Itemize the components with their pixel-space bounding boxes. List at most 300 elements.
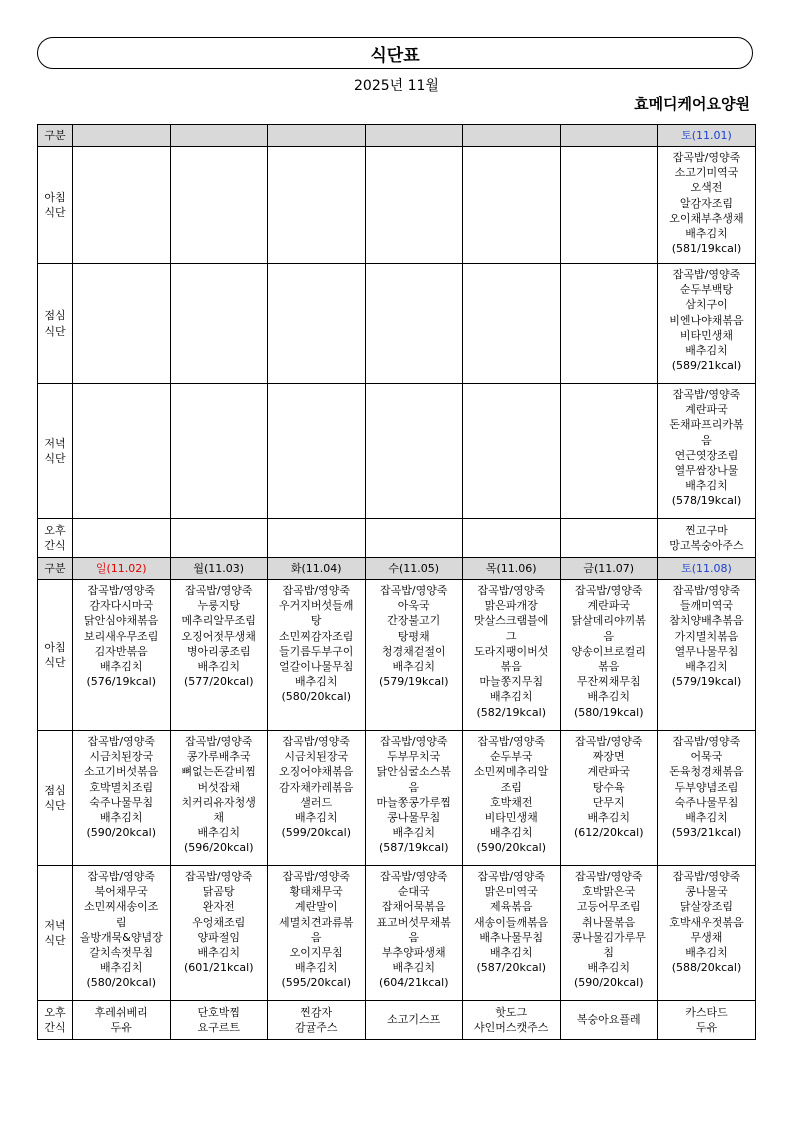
menu-item: 닭안심굴소스볶 xyxy=(376,765,451,779)
menu-item: 완자전 xyxy=(202,900,235,914)
snack-cell-tue xyxy=(268,1001,366,1040)
lunch-label xyxy=(38,731,73,866)
menu-item: 배추김치 xyxy=(587,961,630,975)
menu-item: 식단 xyxy=(44,324,66,338)
menu-item: 식단 xyxy=(44,206,66,219)
lunch-cell-wed xyxy=(365,264,463,384)
menu-item: 잡곡밥/영양죽 xyxy=(575,584,643,597)
menu-item: 잡곡밥/영양죽 xyxy=(87,584,155,597)
menu-item: 아욱국 xyxy=(397,599,430,613)
menu-item: (590/20kcal) xyxy=(574,976,644,990)
menu-item: 배추김치 xyxy=(392,961,435,975)
snack-cell-mon xyxy=(170,519,268,558)
menu-item: 오이지무침 xyxy=(289,946,343,960)
menu-item: 올방개묵&양념장 xyxy=(79,930,163,944)
day-header-sat: 토(11.01) xyxy=(658,125,756,147)
menu-item: 두유 xyxy=(695,1021,718,1034)
menu-item: (596/20kcal) xyxy=(184,841,254,855)
menu-item: 배추김치 xyxy=(294,961,338,975)
breakfast-cell-wed xyxy=(365,580,463,731)
menu-item: 음 xyxy=(603,629,615,643)
menu-item: 시금치된장국 xyxy=(89,750,154,764)
day-header-tue xyxy=(268,125,366,147)
menu-item: (580/20kcal) xyxy=(281,690,351,704)
menu-title: 식단표 xyxy=(37,37,753,69)
day-header-thu: 목(11.06) xyxy=(463,558,561,580)
menu-item: 잡곡밥/영양죽 xyxy=(185,870,253,883)
menu-item: 닭살데리야끼볶 xyxy=(571,614,646,628)
menu-item: 오징어젓무생채 xyxy=(181,629,256,643)
menu-item: 잡곡밥/영양죽 xyxy=(672,735,741,748)
menu-item: 잡곡밥/영양죽 xyxy=(575,735,643,748)
menu-item: 양송이브로컬리 xyxy=(571,644,646,658)
menu-item: 잡곡밥/영양죽 xyxy=(672,268,741,281)
menu-item: 계란파국 xyxy=(587,765,630,779)
menu-item: 호박멸치조림 xyxy=(89,780,154,794)
dinner-label xyxy=(38,384,73,519)
menu-item: 점심 xyxy=(44,783,66,797)
menu-item: 배추김치 xyxy=(685,946,728,960)
snack-cell-wed xyxy=(365,1001,463,1040)
menu-item: 그 xyxy=(505,629,517,643)
menu-item: 들깨미역국 xyxy=(679,599,734,613)
day-header-wed xyxy=(365,125,463,147)
menu-item: 저녁 xyxy=(44,918,66,932)
day-header-mon: 월(11.03) xyxy=(170,558,268,580)
menu-item: 뼈없는돈갈비찜 xyxy=(181,765,256,779)
dinner-cell-sat xyxy=(658,384,756,519)
menu-item: 돈육청경채볶음 xyxy=(669,765,744,779)
menu-item: 우거지버섯들깨 xyxy=(279,599,354,613)
lunch-row xyxy=(38,264,756,384)
menu-item: (590/20kcal) xyxy=(86,826,156,840)
menu-item: 보리새우무조림 xyxy=(84,629,159,643)
menu-item: 소민찌메추리알 xyxy=(474,765,549,779)
menu-item: (590/20kcal) xyxy=(476,841,546,855)
menu-item: 잡곡밥/영양죽 xyxy=(185,584,253,597)
menu-item: (580/19kcal) xyxy=(574,705,644,719)
menu-item: 갈치속젓무침 xyxy=(89,946,154,960)
menu-item: 콩나물무침 xyxy=(387,811,441,825)
menu-item: 점심 xyxy=(44,309,66,323)
dinner-cell-thu xyxy=(463,384,561,519)
menu-item: 음 xyxy=(408,780,420,794)
menu-item: 잡곡밥/영양죽 xyxy=(477,870,545,883)
menu-item: 버섯잡채 xyxy=(197,780,240,794)
menu-item: 삼치구이 xyxy=(685,298,728,312)
dinner-cell-thu xyxy=(463,866,561,1001)
dinner-cell-wed xyxy=(365,866,463,1001)
menu-item: 두부무치국 xyxy=(387,750,441,764)
menu-item: (588/20kcal) xyxy=(671,961,742,975)
menu-item: 열무나물무침 xyxy=(674,644,739,658)
lunch-cell-fri xyxy=(560,731,658,866)
dinner-row xyxy=(38,384,756,519)
menu-item: 음 xyxy=(408,930,420,944)
menu-item: 감자채카레볶음 xyxy=(279,780,354,794)
menu-item: 닭곰탕 xyxy=(202,885,235,899)
menu-item: 소고기미역국 xyxy=(674,166,739,180)
lunch-cell-sat xyxy=(658,264,756,384)
menu-item: 핫도그 xyxy=(495,1005,528,1019)
meal-plan-table xyxy=(37,124,756,1040)
menu-item: 감자다시마국 xyxy=(89,599,154,613)
menu-item: 조림 xyxy=(500,780,522,794)
menu-item: 볶음 xyxy=(500,660,522,674)
menu-item: 배추김치 xyxy=(587,811,630,825)
menu-item: 계란파국 xyxy=(685,403,728,417)
lunch-cell-sat xyxy=(658,731,756,866)
lunch-cell-sun xyxy=(73,731,171,866)
menu-item: 양파절임 xyxy=(197,930,240,944)
menu-item: 짜장면 xyxy=(592,750,625,764)
menu-item: 배추김치 xyxy=(685,227,728,241)
menu-item: 배추김치 xyxy=(99,961,143,975)
breakfast-cell-fri xyxy=(560,147,658,264)
menu-item: 잡곡밥/영양죽 xyxy=(575,870,643,883)
snack-cell-tue xyxy=(268,519,366,558)
menu-item: 배추김치 xyxy=(685,344,728,358)
dinner-cell-fri xyxy=(560,866,658,1001)
menu-item: 세멸치견과류볶 xyxy=(279,915,354,929)
dinner-cell-sat xyxy=(658,866,756,1001)
menu-item: 단무지 xyxy=(592,795,625,809)
menu-item: 김자반볶음 xyxy=(94,644,148,658)
menu-item: (593/21kcal) xyxy=(671,826,742,840)
menu-item: (577/20kcal) xyxy=(184,675,254,689)
dinner-cell-tue xyxy=(268,384,366,519)
menu-item: 침 xyxy=(603,946,615,960)
menu-item: 탕 xyxy=(310,614,322,628)
menu-item: 계란말이 xyxy=(294,900,338,914)
menu-item: 표고버섯무채볶 xyxy=(376,915,451,929)
menu-item: 잡곡밥/영양죽 xyxy=(477,584,545,597)
breakfast-cell-tue xyxy=(268,580,366,731)
menu-item: 배추김치 xyxy=(489,826,533,840)
menu-item: 닭안심야채볶음 xyxy=(84,614,159,628)
snack-cell-fri xyxy=(560,519,658,558)
dinner-cell-wed xyxy=(365,384,463,519)
menu-item: 소고기스프 xyxy=(387,1013,441,1027)
menu-item: 잡곡밥/영양죽 xyxy=(282,870,350,883)
dinner-cell-fri xyxy=(560,384,658,519)
menu-item: (578/19kcal) xyxy=(671,494,742,508)
menu-item: 샤인머스캣주스 xyxy=(474,1021,549,1034)
menu-item: 맛살스크램블에 xyxy=(474,614,549,628)
dinner-cell-tue xyxy=(268,866,366,1001)
menu-item: 순두부백탕 xyxy=(679,283,734,297)
menu-item: 림 xyxy=(115,915,127,929)
dinner-row xyxy=(38,866,756,1001)
menu-item: (582/19kcal) xyxy=(476,705,546,719)
menu-item: (587/20kcal) xyxy=(476,961,546,975)
lunch-cell-mon xyxy=(170,731,268,866)
breakfast-row xyxy=(38,147,756,264)
menu-item: 콩나물국 xyxy=(685,885,728,899)
menu-item: 마늘쫑지무침 xyxy=(479,675,544,689)
menu-item: 닭살장조림 xyxy=(679,900,734,914)
menu-item: 음 xyxy=(310,930,322,944)
menu-item: 순두부국 xyxy=(489,750,533,764)
menu-item: (612/20kcal) xyxy=(574,826,644,840)
menu-item: 잡곡밥/영양죽 xyxy=(282,735,350,748)
menu-item: (589/21kcal) xyxy=(671,359,742,373)
breakfast-cell-mon xyxy=(170,580,268,731)
menu-item: 후레쉬베리 xyxy=(94,1005,148,1019)
menu-item: 배추나물무침 xyxy=(479,930,544,944)
menu-item: (587/19kcal) xyxy=(379,841,449,855)
menu-item: 망고복숭아주스 xyxy=(669,539,744,552)
menu-item: 식단 xyxy=(44,452,66,465)
menu-item: 배추김치 xyxy=(587,690,630,704)
snack-row xyxy=(38,519,756,558)
lunch-cell-thu xyxy=(463,731,561,866)
menu-item: 메추리알무조림 xyxy=(181,614,256,628)
menu-item: 맑은미역국 xyxy=(484,885,538,899)
menu-item: 도라지팽이버섯 xyxy=(474,644,549,658)
menu-item: 아침 xyxy=(44,190,66,204)
menu-item: 샐러드 xyxy=(300,795,333,809)
day-header-sun xyxy=(73,125,171,147)
lunch-cell-thu xyxy=(463,264,561,384)
snack-cell-sun xyxy=(73,1001,171,1040)
menu-month: 2025년 11월 xyxy=(354,78,439,94)
menu-item: 오색전 xyxy=(690,181,723,195)
breakfast-cell-thu xyxy=(463,580,561,731)
menu-item: 시금치된장국 xyxy=(284,750,349,764)
snack-cell-mon xyxy=(170,1001,268,1040)
menu-item: 잡곡밥/영양죽 xyxy=(477,735,545,748)
menu-item: 알감자조림 xyxy=(679,196,734,210)
snack-cell-sat xyxy=(658,519,756,558)
menu-item: 콩가루배추국 xyxy=(186,750,251,764)
menu-item: 콩나물김가루무 xyxy=(571,930,646,944)
menu-item: 비타민생채 xyxy=(484,811,538,825)
menu-item: 잡곡밥/영양죽 xyxy=(672,151,741,164)
menu-item: 탕수육 xyxy=(592,780,625,794)
menu-item: 배추김치 xyxy=(99,811,143,825)
menu-item: 황태채무국 xyxy=(289,885,343,899)
menu-item: 소고기버섯볶음 xyxy=(84,765,159,779)
dinner-cell-sun xyxy=(73,866,171,1001)
menu-item: 무잔찌채무침 xyxy=(576,675,641,689)
lunch-cell-fri xyxy=(560,264,658,384)
breakfast-cell-sat xyxy=(658,147,756,264)
gubun-label: 구분 xyxy=(38,558,73,580)
menu-item: 배추김치 xyxy=(197,946,240,960)
menu-item: 들기름두부구이 xyxy=(279,644,354,658)
menu-item: 새송이들깨볶음 xyxy=(474,915,549,929)
menu-item: (579/19kcal) xyxy=(671,675,742,689)
menu-item: 잡곡밥/영양죽 xyxy=(380,584,448,597)
menu-item: 취나물볶음 xyxy=(582,915,636,929)
menu-item: 배추김치 xyxy=(99,660,143,674)
menu-item: 배추김치 xyxy=(685,479,728,493)
menu-item: 우엉채조림 xyxy=(192,915,246,929)
menu-item: 간식 xyxy=(44,1021,66,1034)
dinner-cell-sun xyxy=(73,384,171,519)
menu-item: 북어채무국 xyxy=(94,885,148,899)
snack-label xyxy=(38,519,73,558)
day-header-row xyxy=(38,125,756,147)
breakfast-cell-tue xyxy=(268,147,366,264)
menu-item: 숙주나물무침 xyxy=(674,795,739,809)
menu-item: 얼갈이나물무침 xyxy=(279,660,354,674)
breakfast-cell-sat xyxy=(658,580,756,731)
menu-item: 오징어야채볶음 xyxy=(279,765,354,779)
menu-item: 비엔나야채볶음 xyxy=(669,313,744,327)
menu-item: 마늘쫑콩가루찜 xyxy=(376,795,451,809)
menu-item: 청경채겉절이 xyxy=(381,644,446,658)
menu-item: 간식 xyxy=(44,539,66,552)
menu-item: 아침 xyxy=(44,640,66,654)
menu-item: 호박새우젓볶음 xyxy=(669,915,744,929)
menu-item: 잡곡밥/영양죽 xyxy=(380,870,448,883)
snack-cell-sun xyxy=(73,519,171,558)
lunch-cell-wed xyxy=(365,731,463,866)
menu-item: 잡곡밥/영양죽 xyxy=(282,584,350,597)
day-header-mon xyxy=(170,125,268,147)
menu-item: 찐감자 xyxy=(300,1005,333,1019)
organization-name: 효메디케어요양원 xyxy=(634,95,750,113)
menu-item: 저녁 xyxy=(44,436,66,450)
menu-item: 배추김치 xyxy=(685,811,728,825)
menu-item: 채 xyxy=(213,811,225,825)
menu-item: 가지멸치볶음 xyxy=(674,629,739,643)
menu-item: 식단 xyxy=(44,799,66,812)
menu-item: 제육볶음 xyxy=(489,900,533,914)
menu-item: 단호박찜 xyxy=(197,1005,240,1019)
menu-item: 배추김치 xyxy=(685,660,728,674)
menu-item: 오후 xyxy=(44,1005,66,1019)
menu-item: 비타민생채 xyxy=(679,328,734,342)
day-header-fri: 금(11.07) xyxy=(560,558,658,580)
menu-item: 카스타드 xyxy=(685,1005,728,1019)
menu-item: 잡곡밥/영양죽 xyxy=(87,735,155,748)
breakfast-label xyxy=(38,580,73,731)
gubun-label: 구분 xyxy=(38,125,73,147)
breakfast-cell-thu xyxy=(463,147,561,264)
breakfast-cell-sun xyxy=(73,147,171,264)
breakfast-cell-fri xyxy=(560,580,658,731)
menu-item: 볶음 xyxy=(598,660,620,674)
menu-item: 배추김치 xyxy=(489,690,533,704)
menu-item: 두부양념조림 xyxy=(674,780,739,794)
menu-item: 맑은파개장 xyxy=(484,599,538,613)
menu-item: 식단 xyxy=(44,656,66,669)
menu-item: 돈채파프리카볶 xyxy=(669,418,744,432)
menu-item: 오이채부추생채 xyxy=(669,211,744,225)
menu-item: 병아리콩조림 xyxy=(186,644,251,658)
menu-item: 음 xyxy=(701,433,712,447)
lunch-cell-tue xyxy=(268,264,366,384)
menu-item: 복숭아요플레 xyxy=(576,1013,641,1027)
menu-item: 어묵국 xyxy=(690,750,723,764)
menu-item: (604/21kcal) xyxy=(379,976,449,990)
menu-item: 연근엿장조림 xyxy=(674,448,739,462)
menu-item: 잡곡밥/영양죽 xyxy=(87,870,155,883)
menu-item: 요구르트 xyxy=(197,1021,240,1034)
menu-item: 감귤주스 xyxy=(294,1021,338,1034)
menu-item: 식단 xyxy=(44,934,66,947)
breakfast-cell-mon xyxy=(170,147,268,264)
menu-item: 오후 xyxy=(44,523,66,537)
menu-item: 배추김치 xyxy=(489,946,533,960)
menu-item: 순대국 xyxy=(397,885,430,899)
day-header-sat: 토(11.08) xyxy=(658,558,756,580)
dinner-cell-mon xyxy=(170,384,268,519)
menu-item: (595/20kcal) xyxy=(281,976,351,990)
menu-item: 배추김치 xyxy=(392,660,435,674)
snack-cell-sat xyxy=(658,1001,756,1040)
lunch-cell-sun xyxy=(73,264,171,384)
menu-item: 소민찌감자조림 xyxy=(279,629,354,643)
lunch-cell-mon xyxy=(170,264,268,384)
snack-row xyxy=(38,1001,756,1040)
lunch-label xyxy=(38,264,73,384)
snack-cell-thu xyxy=(463,519,561,558)
menu-item: 부추양파생채 xyxy=(381,946,446,960)
menu-item: 무생채 xyxy=(690,930,723,944)
menu-item: 누룽지탕 xyxy=(197,599,240,613)
menu-item: 고등어무조림 xyxy=(576,900,641,914)
day-header-row xyxy=(38,558,756,580)
menu-item: 배추김치 xyxy=(392,826,435,840)
menu-item: 호박채전 xyxy=(489,795,533,809)
dinner-label xyxy=(38,866,73,1001)
menu-item: (581/19kcal) xyxy=(671,242,742,256)
menu-item: (579/19kcal) xyxy=(379,675,449,689)
day-header-tue: 화(11.04) xyxy=(268,558,366,580)
breakfast-cell-sun xyxy=(73,580,171,731)
menu-item: 잡채어묵볶음 xyxy=(381,900,446,914)
menu-item: 참치양배추볶음 xyxy=(669,614,744,628)
menu-item: 잡곡밥/영양죽 xyxy=(672,584,741,597)
menu-item: 소민찌새송이조 xyxy=(84,900,159,914)
menu-item: 배추김치 xyxy=(294,811,338,825)
menu-item: (576/19kcal) xyxy=(86,675,156,689)
menu-item: 간장불고기 xyxy=(387,614,441,628)
menu-item: 호박맑은국 xyxy=(582,885,636,899)
menu-item: 계란파국 xyxy=(587,599,630,613)
day-header-wed: 수(11.05) xyxy=(365,558,463,580)
snack-cell-thu xyxy=(463,1001,561,1040)
dinner-cell-mon xyxy=(170,866,268,1001)
menu-item: (580/20kcal) xyxy=(86,976,156,990)
day-header-sun: 일(11.02) xyxy=(73,558,171,580)
menu-item: 찐고구마 xyxy=(685,523,728,537)
breakfast-label xyxy=(38,147,73,264)
menu-item: 열무쌈장나물 xyxy=(674,464,739,478)
snack-cell-wed xyxy=(365,519,463,558)
menu-item: 배추김치 xyxy=(197,660,240,674)
menu-item: 잡곡밥/영양죽 xyxy=(672,870,741,883)
menu-item: 배추김치 xyxy=(197,826,240,840)
snack-cell-fri xyxy=(560,1001,658,1040)
menu-item: (599/20kcal) xyxy=(281,826,351,840)
menu-item: 배추김치 xyxy=(294,675,338,689)
day-header-thu xyxy=(463,125,561,147)
menu-item: 잡곡밥/영양죽 xyxy=(185,735,253,748)
snack-label xyxy=(38,1001,73,1040)
menu-item: 탕평채 xyxy=(397,629,430,643)
menu-item: 잡곡밥/영양죽 xyxy=(380,735,448,748)
menu-item: (601/21kcal) xyxy=(184,961,254,975)
menu-item: 두유 xyxy=(110,1021,132,1034)
day-header-fri xyxy=(560,125,658,147)
menu-item: 숙주나물무침 xyxy=(89,795,154,809)
lunch-cell-tue xyxy=(268,731,366,866)
